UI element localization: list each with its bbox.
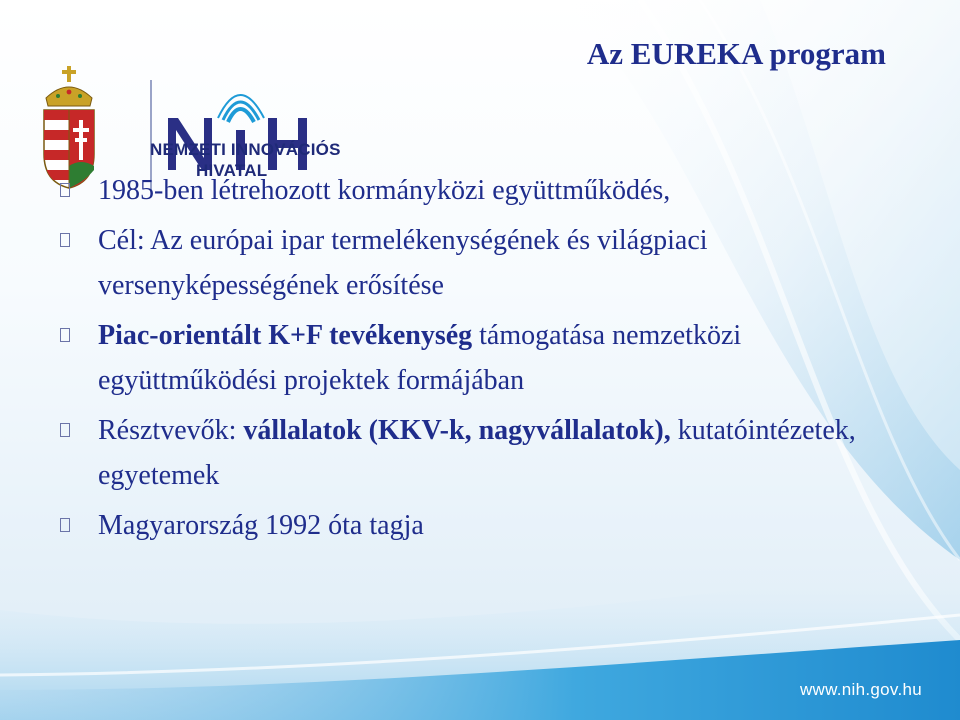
bullet-marker-icon <box>60 423 70 437</box>
bullet-text: kutatóintézetek, egyetemek <box>98 415 856 491</box>
bullet-item <box>60 503 920 548</box>
bullet-text: 1985-ben létrehozott kormányközi együttműködés, <box>98 175 671 206</box>
bullet-text: Magyarország 1992 óta tagja <box>98 510 424 541</box>
bullet-text-bold: Piac-orientált K+F tevékenység <box>98 320 473 351</box>
bullet-item <box>60 168 920 213</box>
slide-title: Az EUREKA program <box>586 36 886 71</box>
bullet-text: Résztvevők: <box>98 415 244 446</box>
nih-logo-text-line1: NEMZETI INNOVÁCIÓS <box>150 140 341 159</box>
bullet-list <box>60 168 920 553</box>
bullet-marker-icon <box>60 233 70 247</box>
bullet-text-bold: vállalatok (KKV-k, nagyvállalatok), <box>243 415 671 446</box>
bullet-item <box>60 408 920 498</box>
nih-logo-text-line2: HIVATAL <box>196 161 268 180</box>
bullet-item <box>60 218 920 308</box>
bullet-marker-icon <box>60 183 70 197</box>
bullet-marker-icon <box>60 328 70 342</box>
bullet-marker-icon <box>60 518 70 532</box>
bullet-text: Cél: Az európai ipar termelékenységének és világpiaci versenyképességének erősítése <box>98 225 708 301</box>
bullet-item <box>60 313 920 403</box>
bullet-text: támogatása nemzetközi együttműködési projektek formájában <box>98 320 742 396</box>
footer-url: www.nih.gov.hu <box>799 680 922 699</box>
